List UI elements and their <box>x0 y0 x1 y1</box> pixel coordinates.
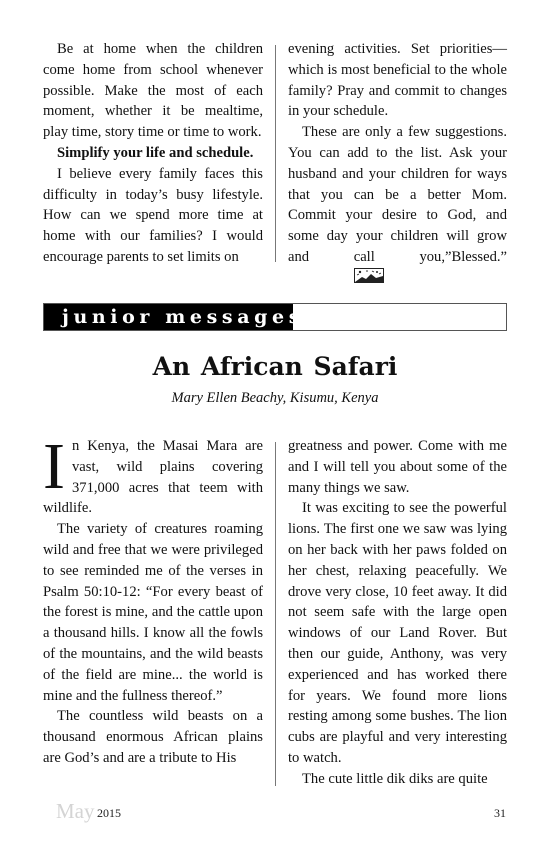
article-paragraph: The cute little dik diks are quite <box>302 770 488 787</box>
article-opening-text: n Kenya, the Masai Mara are vast, wild plains covering 371,000 acres that teem with wildlife. <box>43 438 263 517</box>
article-paragraph: The countless wild beasts on a thousand enormous African plains are God’s and are a tribute to His <box>43 708 263 766</box>
top-left-paragraph: I believe every family faces this difficulty in today’s busy lifestyle. How can we spend more time at home with our families? I would encourage parents to set limits on <box>43 165 263 265</box>
article-paragraph: greatness and power. Come with me and I will tell you about some of the many things we saw. <box>288 438 507 496</box>
article-right-column <box>288 436 507 790</box>
footer-year: 2015 <box>97 806 121 820</box>
footer-month: May <box>56 799 95 823</box>
article-paragraph: The variety of creatures roaming wild and free that we were privileged to see reminded me of the verses in Psalm 50:10-12: “For every beast of the forest is mine, and the cattle upon a thousand hills. I know all the fowls of the mountains, and the wild beasts of the field are mine... the world is mine and the fullness thereof.” <box>43 521 263 704</box>
page-number: 31 <box>494 806 506 820</box>
top-article-right-column <box>288 39 507 290</box>
article-title: An African Safari <box>152 352 398 381</box>
article-byline: Mary Ellen Beachy, Kisumu, Kenya <box>171 390 379 406</box>
subheading: Simplify your life and schedule. <box>57 144 254 161</box>
top-right-paragraph-text: These are only a few suggestions. You can add to the list. Ask your husband and your children for ways that you can be a better Mom. Commit your desire to God, and some day your children will grow and call you,”Blessed.” <box>288 124 507 265</box>
column-divider <box>275 442 276 786</box>
article-left-column <box>43 430 263 769</box>
article-opening-paragraph <box>43 430 263 519</box>
savanna-end-mark-icon <box>340 268 384 290</box>
top-left-paragraph: Be at home when the children come home from school whenever possible. Make the most of each moment, whether it be mealtime, play time, story time or time to work. <box>43 41 263 141</box>
top-right-paragraph: evening activities. Set priorities—which is most beneficial to the whole family? Pray and commit to changes in your schedule. <box>288 41 507 120</box>
article-paragraph: It was exciting to see the powerful lions. The first one we saw was lying on her back with her paws folded on her chest, relaxing peacefully. We drove very close, 10 feet away. It did not seem safe with the large open windows of our Land Rover. But then our guide, Anthony, was very experienced and has worked there for years. We found more lions resting among some bushes. The lion cubs are playful and very interesting to watch. <box>288 500 507 766</box>
top-article-left-column <box>43 39 263 268</box>
section-label: junior messages <box>44 304 293 330</box>
column-divider <box>275 45 276 262</box>
section-header <box>43 303 507 331</box>
top-right-paragraph-last <box>288 122 507 289</box>
drop-cap: I <box>43 430 65 503</box>
